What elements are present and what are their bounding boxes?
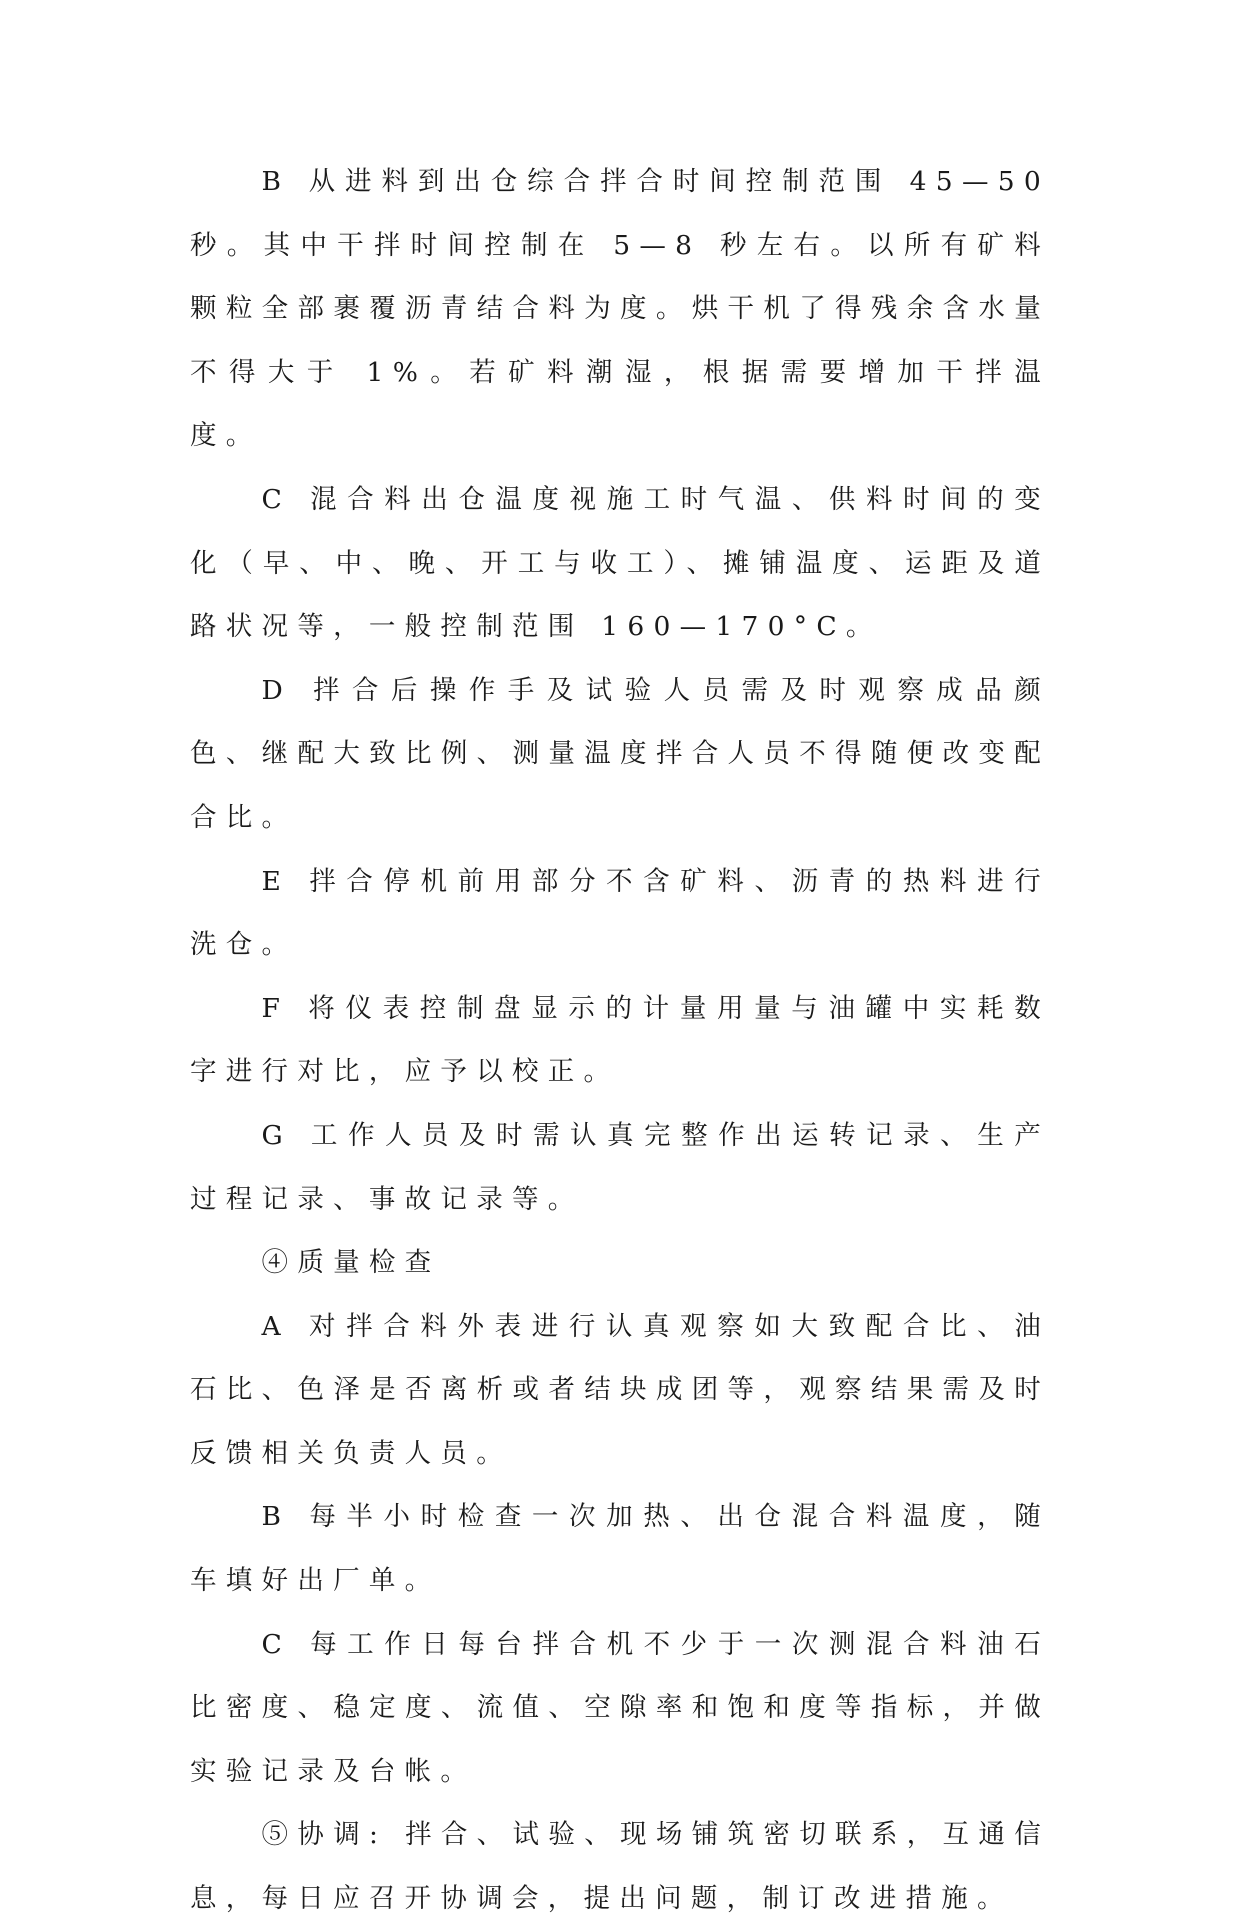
paragraph-a-visual-inspection: A 对拌合料外表进行认真观察如大致配合比、油石比、色泽是否离析或者结块成团等，观察结果需及时反馈相关负责人员。 <box>190 1310 1050 1469</box>
paragraph-e-cleaning: E 拌合停机前用部分不含矿料、沥青的热料进行洗仓。 <box>190 865 1050 961</box>
paragraph-c-daily-testing: C 每工作日每台拌合机不少于一次测混合料油石比密度、稳定度、流值、空隙率和饱和度等指标，并做实验记录及台帐。 <box>190 1628 1050 1787</box>
paragraph-c-outlet-temperature: C 混合料出仓温度视施工时气温、供料时间的变化（早、中、晚、开工与收工）、摊铺温度、运距及道路状况等，一般控制范围 160—170°C。 <box>190 483 1050 643</box>
paragraph-g-records: G 工作人员及时需认真完整作出运转记录、生产过程记录、事故记录等。 <box>190 1119 1050 1215</box>
paragraph-b-mixing-time: B 从进料到出仓综合拌合时间控制范围 45—50 秒。其中干拌时间控制在 5—8 秒左右。以所有矿料颗粒全部裹覆沥青结合料为度。烘干机了得残余含水量不得大于 1%。若矿料潮湿，根据需要增加干拌温度。 <box>190 166 1050 452</box>
paragraph-d-observation: D 拌合后操作手及试验人员需及时观察成品颜色、继配大致比例、测量温度拌合人员不得随便改变配合比。 <box>190 674 1050 833</box>
document-body <box>190 150 1050 1931</box>
paragraph-f-calibration: F 将仪表控制盘显示的计量用量与油罐中实耗数字进行对比，应予以校正。 <box>190 992 1050 1088</box>
paragraph-coordination: ⑤协调: 拌合、试验、现场铺筑密切联系，互通信息，每日应召开协调会，提出问题，制订改进措施。 <box>190 1819 1050 1915</box>
paragraph-b-temperature-check: B 每半小时检查一次加热、出仓混合料温度，随车填好出厂单。 <box>190 1501 1050 1597</box>
section-heading-quality-check: ④质量检查 <box>261 1247 441 1279</box>
